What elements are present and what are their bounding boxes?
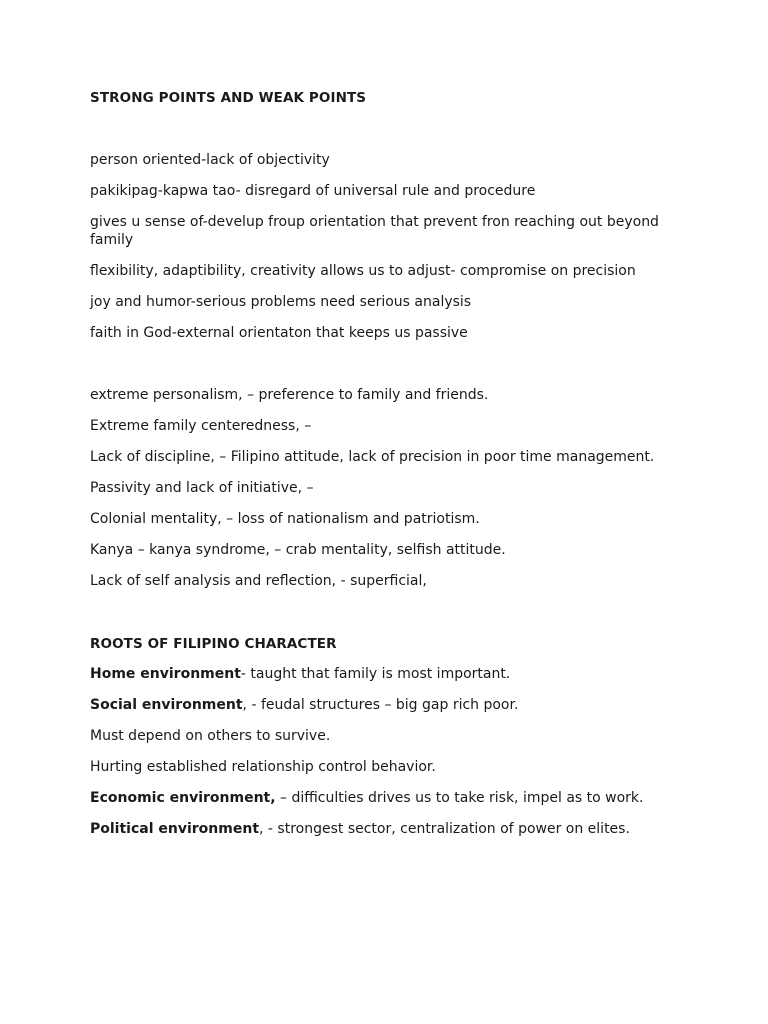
heading-strong-weak-points: STRONG POINTS AND WEAK POINTS bbox=[90, 90, 367, 106]
root-political-environment bbox=[90, 820, 670, 838]
root-detail: Hurting established relationship control behavior. bbox=[90, 759, 436, 775]
root-label: Home environment bbox=[90, 666, 241, 682]
weakness-item: Extreme family centeredness, – bbox=[90, 418, 312, 434]
strong-weak-item: pakikipag-kapwa tao- disregard of universal rule and procedure bbox=[90, 183, 536, 199]
root-text: , - feudal structures – big gap rich poor. bbox=[242, 697, 519, 713]
root-social-environment bbox=[90, 696, 670, 714]
root-label: Political environment bbox=[90, 821, 260, 837]
root-home-environment bbox=[90, 665, 670, 683]
strong-weak-item: gives u sense of-develup froup orientation that prevent fron reaching out beyond family bbox=[90, 214, 659, 248]
root-detail: Must depend on others to survive. bbox=[90, 728, 331, 744]
weakness-item: Lack of self analysis and reflection, - superficial, bbox=[90, 573, 427, 589]
root-text: - taught that family is most important. bbox=[240, 666, 511, 682]
weakness-item: extreme personalism, – preference to family and friends. bbox=[90, 387, 489, 403]
strong-weak-item: faith in God-external orientaton that keeps us passive bbox=[90, 325, 468, 341]
root-label: Social environment bbox=[90, 697, 243, 713]
root-economic-environment bbox=[90, 789, 670, 807]
weakness-item: Kanya – kanya syndrome, – crab mentality, selfish attitude. bbox=[90, 542, 506, 558]
strong-weak-item: person oriented-lack of objectivity bbox=[90, 152, 330, 168]
weakness-item: Passivity and lack of initiative, – bbox=[90, 480, 314, 496]
root-text: , - strongest sector, centralization of power on elites. bbox=[259, 821, 630, 837]
strong-weak-item: joy and humor-serious problems need serious analysis bbox=[90, 294, 472, 310]
weakness-item: Lack of discipline, – Filipino attitude, lack of precision in poor time management. bbox=[90, 449, 655, 465]
strong-weak-item: flexibility, adaptibility, creativity allows us to adjust- compromise on precision bbox=[90, 263, 636, 279]
weakness-item: Colonial mentality, – loss of nationalism and patriotism. bbox=[90, 511, 480, 527]
root-text: – difficulties drives us to take risk, impel as to work. bbox=[275, 790, 644, 806]
root-label: Economic environment, bbox=[90, 790, 276, 806]
heading-roots-filipino-character: ROOTS OF FILIPINO CHARACTER bbox=[90, 636, 337, 652]
